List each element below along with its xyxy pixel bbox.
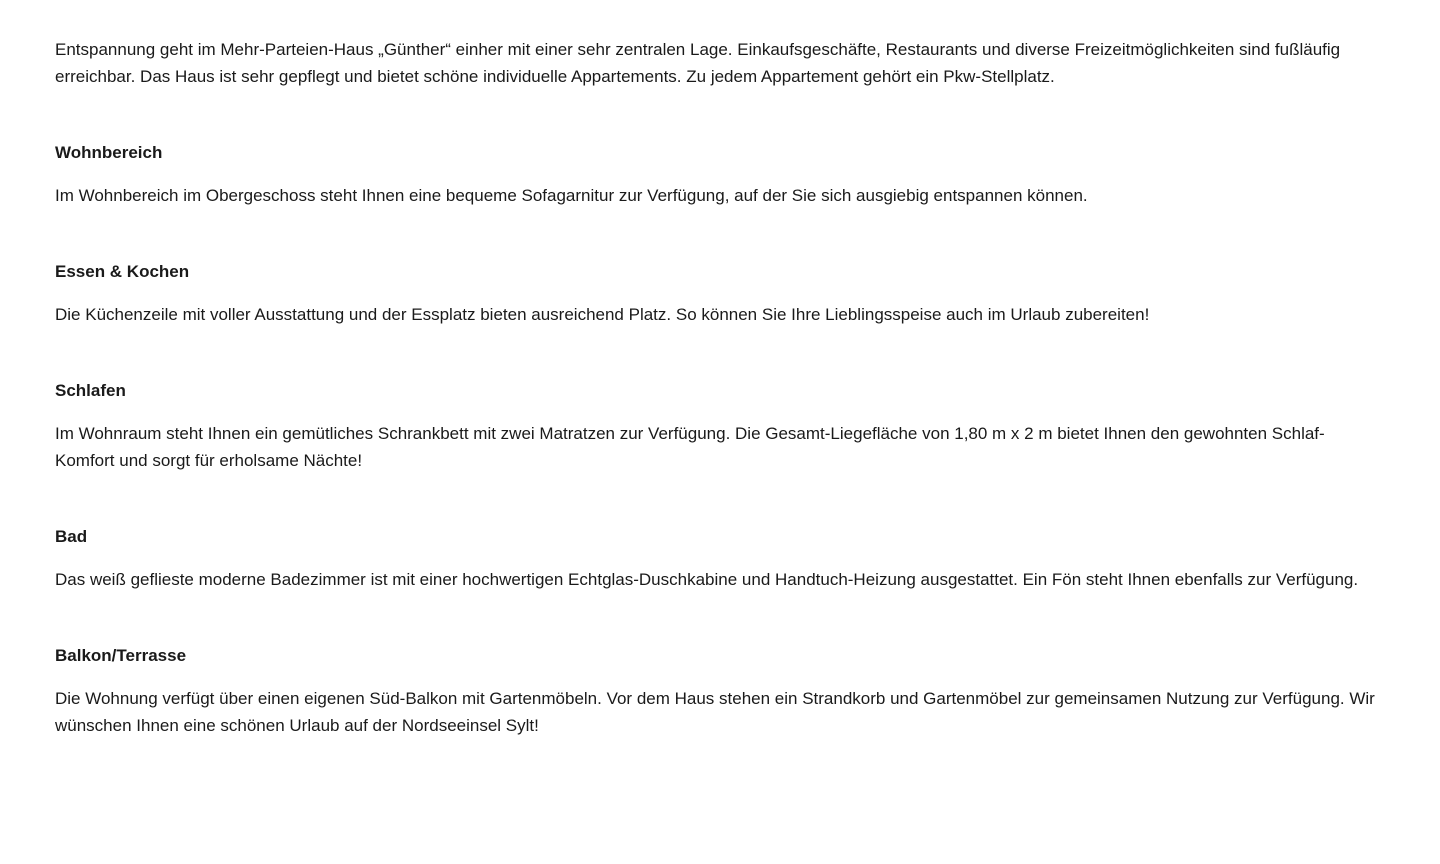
section-text: Im Wohnbereich im Obergeschoss steht Ihnen eine bequeme Sofagarnitur zur Verfügung, auf der Sie sich ausgiebig entspannen können. (55, 186, 1088, 205)
section-heading: Essen & Kochen (55, 262, 190, 281)
section-schlafen (55, 379, 1375, 474)
section-balkon-terrasse (55, 644, 1375, 739)
section-heading: Schlafen (55, 381, 126, 400)
section-bad (55, 525, 1375, 593)
section-essen-kochen (55, 260, 1375, 328)
document-body (55, 36, 1375, 739)
section-heading: Balkon/Terrasse (55, 646, 187, 665)
section-text: Die Wohnung verfügt über einen eigenen Süd-Balkon mit Gartenmöbeln. Vor dem Haus stehen ein Strandkorb und Gartenmöbel zur gemeinsamen Nutzung zur Verfügung. Wir wünschen Ihnen eine schönen Urlaub auf der Nordseeinsel Sylt! (55, 689, 1375, 735)
intro-paragraph: Entspannung geht im Mehr-Parteien-Haus „Günther“ einher mit einer sehr zentralen Lage. Einkaufsgeschäfte, Restaurants und diverse Freizeitmöglichkeiten sind fußläufig erreichbar. Das Haus ist sehr gepflegt und bietet schöne individuelle Appartements. Zu jedem Appartement gehört ein Pkw-Stellplatz. (55, 40, 1341, 86)
section-text: Das weiß geflieste moderne Badezimmer ist mit einer hochwertigen Echtglas-Duschkabine und Handtuch-Heizung ausgestattet. Ein Fön steht Ihnen ebenfalls zur Verfügung. (55, 570, 1359, 589)
section-wohnbereich (55, 141, 1375, 209)
section-heading: Wohnbereich (55, 143, 163, 162)
section-text: Im Wohnraum steht Ihnen ein gemütliches Schrankbett mit zwei Matratzen zur Verfügung. Die Gesamt-Liegefläche von 1,80 m x 2 m bietet Ihnen den gewohnten Schlaf-Komfort und sorgt für erholsame Nächte! (55, 424, 1325, 470)
section-text: Die Küchenzeile mit voller Ausstattung und der Essplatz bieten ausreichend Platz. So können Sie Ihre Lieblingsspeise auch im Urlaub zubereiten! (55, 305, 1150, 324)
section-heading: Bad (55, 527, 88, 546)
